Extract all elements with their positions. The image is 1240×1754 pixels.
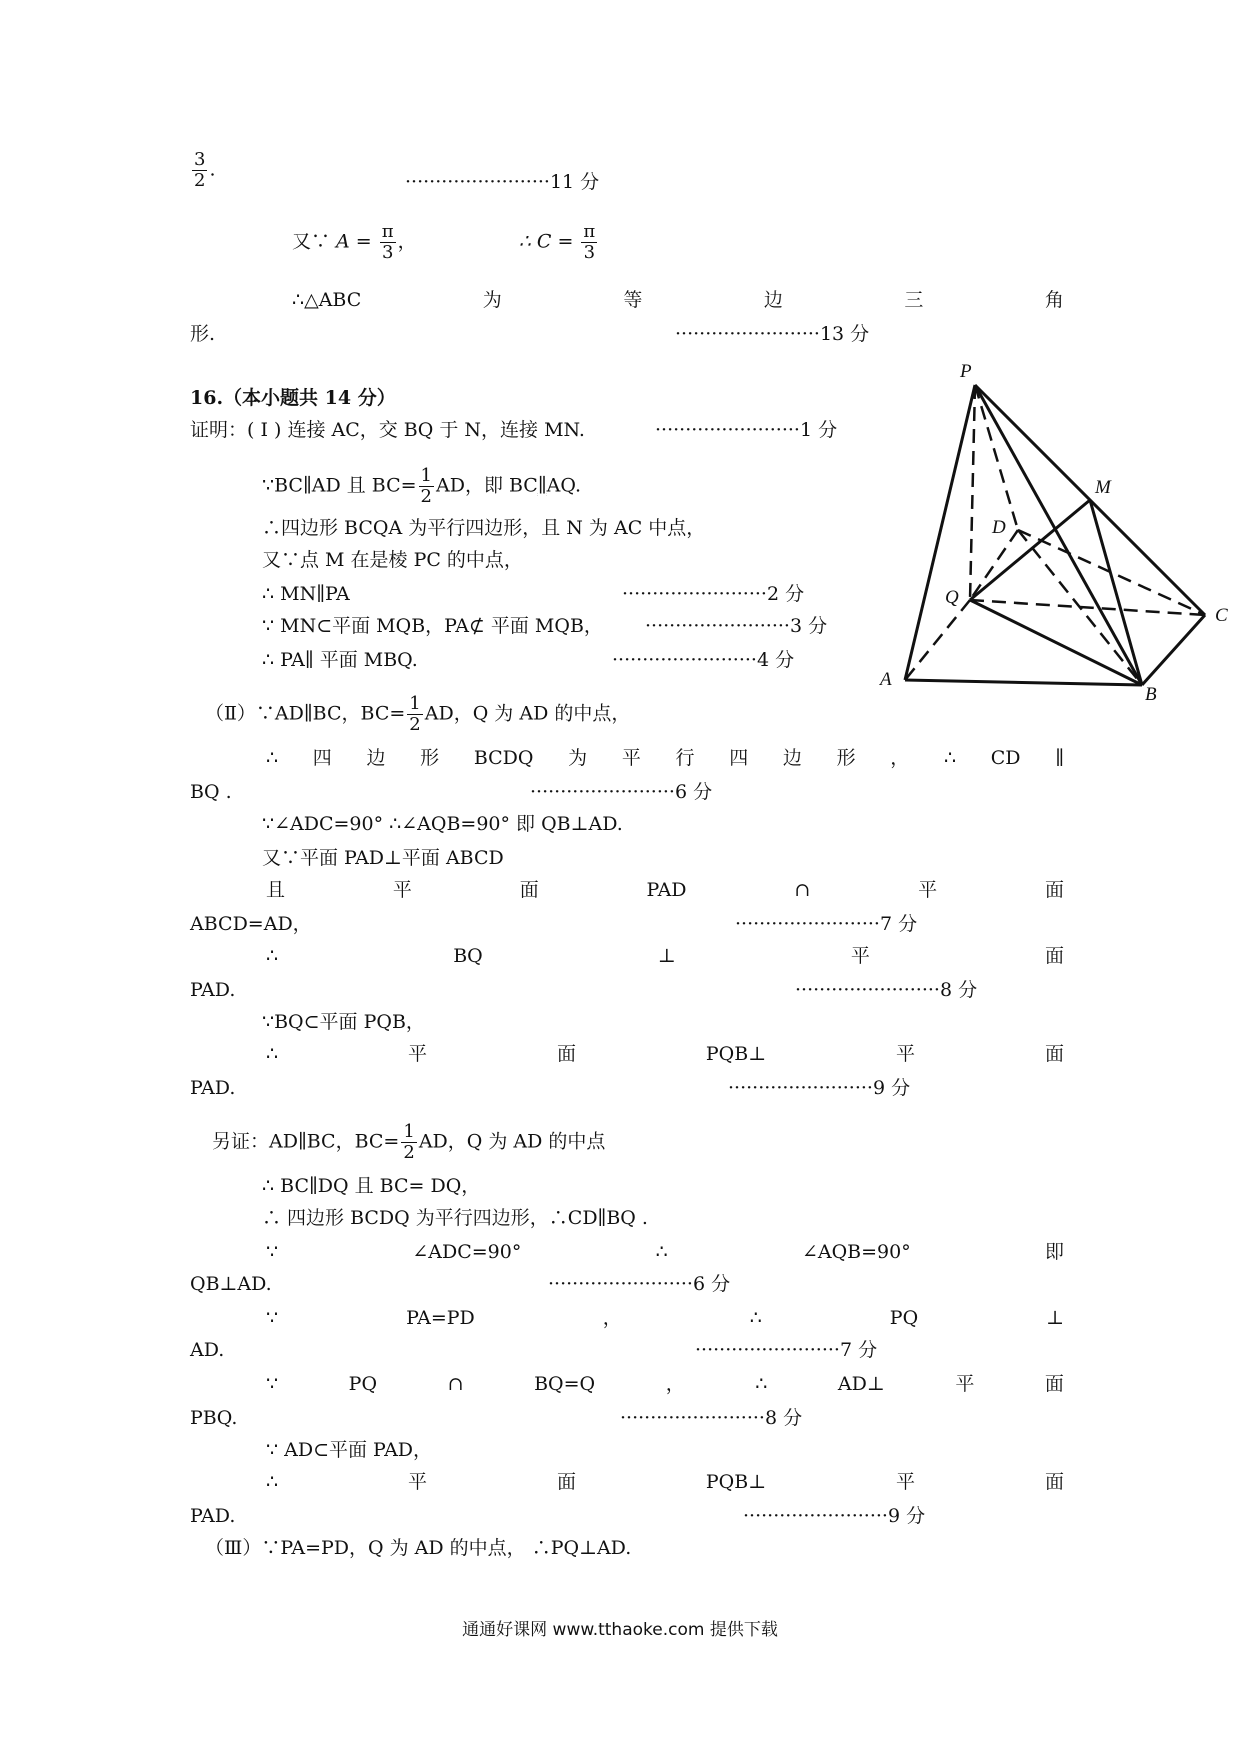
proof-line-18: ∴ 平 面 PQB⊥ 平 面 <box>266 1043 1064 1065</box>
label-P: P <box>960 361 972 382</box>
edge-AB <box>905 680 1142 685</box>
solid-edges <box>905 385 1205 685</box>
proof-line-4: 又∵点 M 在是棱 PC 的中点， <box>262 549 523 571</box>
dashed-edges <box>905 385 1205 685</box>
fraction-1-2: $\frac{1}{2}$ <box>420 465 432 507</box>
fraction-pi-3-b: $\frac{\pi}{3}$ <box>583 221 596 263</box>
score-7-b: ························7 分 <box>695 1339 878 1361</box>
edge-MQ <box>970 500 1090 600</box>
proof-line-5: ∴ MN∥PA <box>262 583 350 605</box>
proof-line-12: 又∵平面 PAD⊥平面 ABCD <box>262 847 504 869</box>
score-3: ························3 分 <box>645 615 828 637</box>
proof-line-7: ∴ PA∥ 平面 MBQ. <box>262 649 418 671</box>
proof-line-23: ∵ ∠ADC=90° ∴ ∠AQB=90° 即 <box>266 1241 1064 1263</box>
question-16-title: 16.（本小题共 14 分） <box>190 387 396 409</box>
label-A: A <box>880 669 892 690</box>
score-13: ························13 分 <box>675 323 870 345</box>
proof-line-10: BQ . <box>190 781 232 803</box>
edge-QB <box>970 600 1142 685</box>
page-footer: 通通好课网 www.tthaoke.com 提供下载 <box>462 1620 778 1640</box>
score-11: ························11 分 <box>405 171 600 193</box>
proof-line-1: 证明：( Ⅰ ) 连接 AC，交 BQ 于 N，连接 MN. <box>190 419 585 441</box>
fraction-pi-3: $\frac{\pi}{3}$ <box>381 221 394 263</box>
score-1: ························1 分 <box>655 419 838 441</box>
proof-line-19: PAD. <box>190 1077 236 1099</box>
proof-line-28: PBQ. <box>190 1407 238 1429</box>
score-6-b: ························6 分 <box>548 1273 731 1295</box>
triangle-line: ∴△ABC 为 等 边 三 角 <box>292 289 1064 311</box>
pyramid-figure <box>870 355 1240 705</box>
score-7: ························7 分 <box>735 913 918 935</box>
proof-line-22: ∴ 四边形 BCDQ 为平行四边形，∴CD∥BQ . <box>262 1207 648 1229</box>
fraction-1-2-c: $\frac{1}{2}$ <box>403 1121 415 1163</box>
part-2-line: （Ⅱ）∵AD∥BC，BC= $\frac{1}{2}$ AD，Q 为 AD 的中点， <box>205 693 631 735</box>
edge-PQ <box>970 385 975 600</box>
proof-line-21: ∴ BC∥DQ 且 BC= DQ， <box>262 1175 481 1197</box>
proof-line-26: AD. <box>190 1339 225 1361</box>
score-9-b: ························9 分 <box>743 1505 926 1527</box>
proof-line-11: ∵∠ADC=90° ∴∠AQB=90° 即 QB⊥AD. <box>262 813 623 835</box>
proof-line-15: ∴ BQ ⊥ 平 面 <box>266 945 1064 967</box>
proof-line-3: ∴四边形 BCQA 为平行四边形，且 N 为 AC 中点， <box>262 517 706 539</box>
label-D: D <box>992 517 1006 538</box>
proof-line-30: ∴ 平 面 PQB⊥ 平 面 <box>266 1471 1064 1493</box>
proof-line-14: ABCD=AD， <box>190 913 312 935</box>
label-Q: Q <box>945 587 959 608</box>
score-6: ························6 分 <box>530 781 713 803</box>
proof-line-27: ∵ PQ ∩ BQ=Q ， ∴ AD⊥ 平 面 <box>266 1373 1064 1395</box>
fraction-1-2-b: $\frac{1}{2}$ <box>409 693 421 735</box>
label-C: C <box>1215 605 1228 626</box>
proof-line-13: 且 平 面 PAD ∩ 平 面 <box>266 879 1064 901</box>
proof-line-31: PAD. <box>190 1505 236 1527</box>
score-2: ························2 分 <box>622 583 805 605</box>
score-4: ························4 分 <box>612 649 795 671</box>
shape-line: 形. <box>190 323 216 345</box>
proof-line-9: ∴ 四 边 形 BCDQ 为 平 行 四 边 形 ， ∴ CD ∥ <box>266 747 1064 769</box>
proof-line-29: ∵ AD⊂平面 PAD， <box>266 1439 433 1461</box>
alt-proof-line: 另证：AD∥BC，BC= $\frac{1}{2}$ AD，Q 为 AD 的中点 <box>212 1121 606 1163</box>
label-M: M <box>1095 477 1111 498</box>
proof-line-17: ∵BQ⊂平面 PQB， <box>262 1011 425 1033</box>
angle-line: 又∵ A = $\frac{\pi}{3}$ ， ∴ C = $\frac{\pi}{3}$ <box>292 221 596 263</box>
proof-line-24: QB⊥AD. <box>190 1273 272 1295</box>
fraction-line: $\frac{3}{2}$ . <box>194 149 216 191</box>
proof-line-16: PAD. <box>190 979 236 1001</box>
proof-line-25: ∵ PA=PD ， ∴ PQ ⊥ <box>266 1307 1064 1329</box>
part-3-line: （Ⅲ）∵PA=PD，Q 为 AD 的中点， ∴PQ⊥AD. <box>205 1537 632 1559</box>
proof-line-2: ∵BC∥AD 且 BC= $\frac{1}{2}$ AD，即 BC∥AQ. <box>262 465 582 507</box>
score-9: ························9 分 <box>728 1077 911 1099</box>
label-B: B <box>1145 684 1157 705</box>
fraction-3-2: $\frac{3}{2}$ <box>194 149 206 191</box>
proof-line-6: ∵ MN⊂平面 MQB，PA⊄ 平面 MQB， <box>262 615 603 637</box>
edge-BC <box>1142 615 1205 685</box>
score-8: ························8 分 <box>795 979 978 1001</box>
edge-QC <box>970 600 1205 615</box>
score-8-b: ························8 分 <box>620 1407 803 1429</box>
